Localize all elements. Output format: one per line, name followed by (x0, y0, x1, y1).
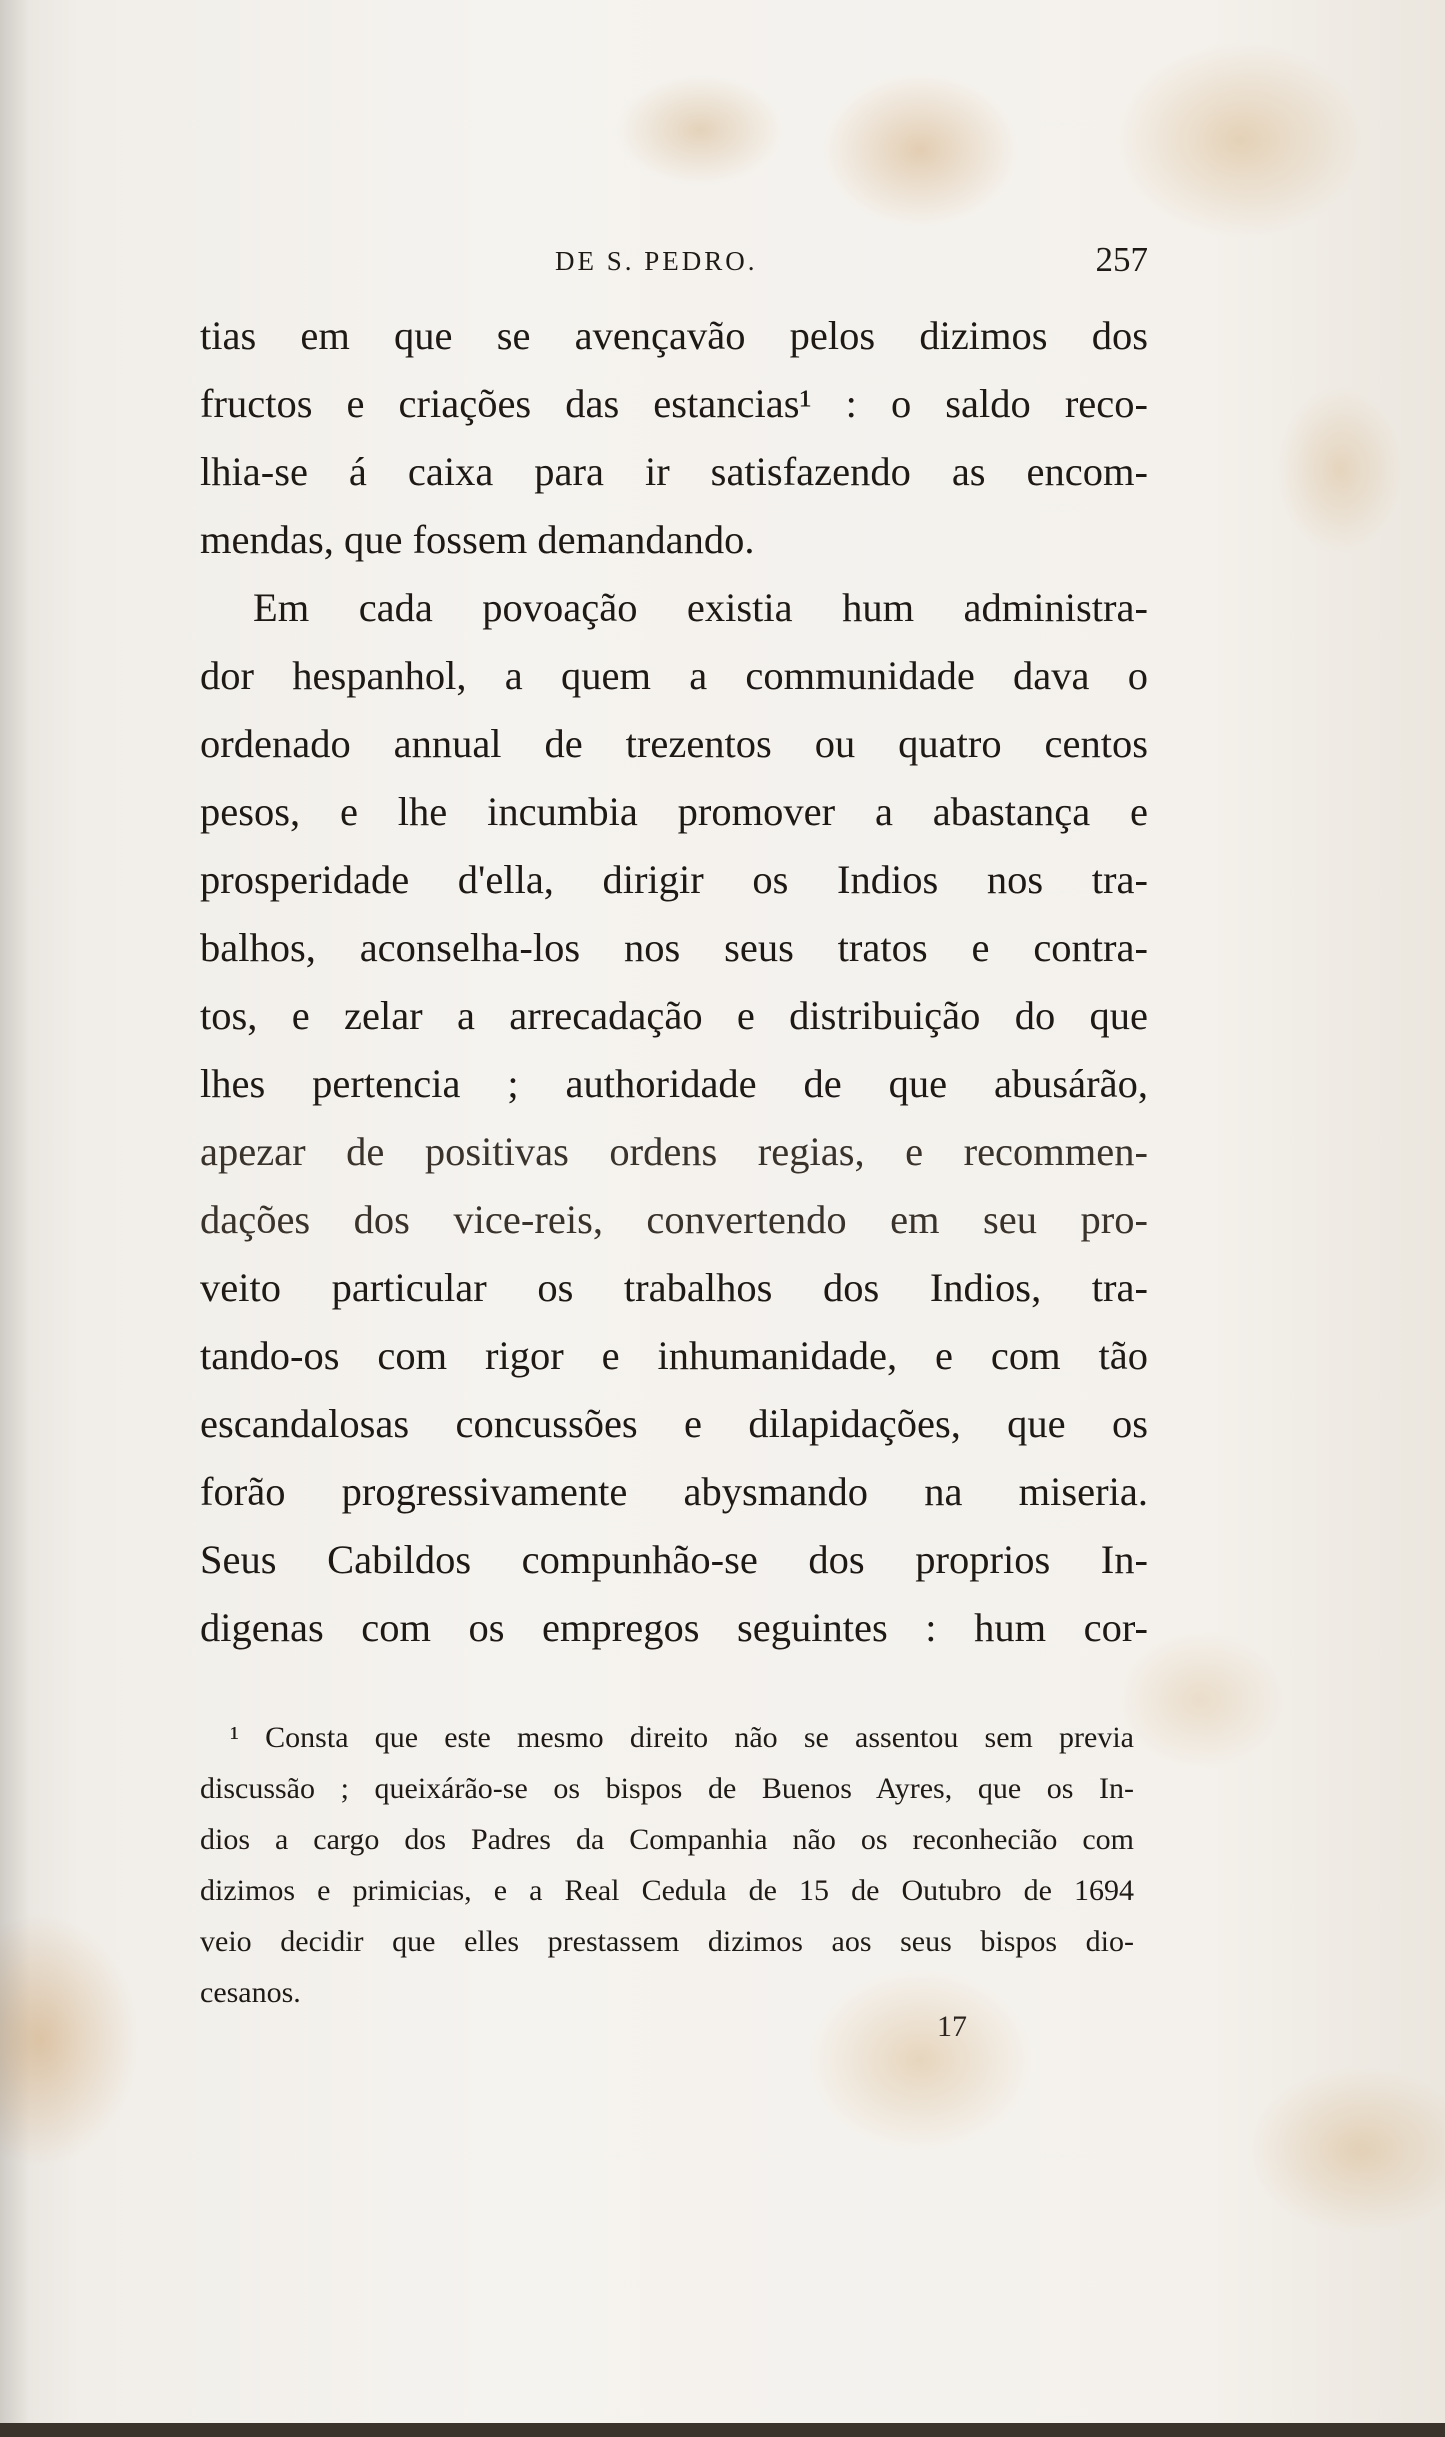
footnote-line: discussão ; queixárão-se os bispos de Buenos Ayres, que os In- (200, 1772, 1134, 1805)
body-line: pesos, e lhe incumbia promover a abastança e (200, 789, 1148, 834)
body-line: mendas, que fossem demandando. (200, 517, 755, 562)
footnote-line: dizimos e primicias, e a Real Cedula de 15 de Outubro de 1694 (200, 1874, 1134, 1907)
body-line: Seus Cabildos compunhão-se dos proprios In- (200, 1537, 1148, 1582)
body-line: forão progressivamente abysmando na miseria. (200, 1469, 1148, 1514)
running-head-title: DE S. PEDRO. (555, 246, 758, 276)
body-line: Em cada povoação existia hum administra- (253, 585, 1148, 630)
body-line: dações dos vice-reis, convertendo em seu pro- (200, 1197, 1148, 1242)
footnote-line: cesanos. (200, 1976, 301, 2009)
body-line: lhes pertencia ; authoridade de que abusárão, (200, 1061, 1148, 1106)
signature-mark: 17 (937, 2010, 967, 2043)
footnote-line: dios a cargo dos Padres da Companhia não os reconhecião com (200, 1823, 1134, 1856)
body-line: dor hespanhol, a quem a communidade dava o (200, 653, 1148, 698)
footnote-line: veio decidir que elles prestassem dizimos aos seus bispos dio- (200, 1925, 1134, 1958)
body-line: tos, e zelar a arrecadação e distribuição do que (200, 993, 1148, 1038)
body-line: ordenado annual de trezentos ou quatro centos (200, 721, 1148, 766)
footnote-line: ¹ Consta que este mesmo direito não se assentou sem previa (230, 1721, 1134, 1754)
body-text (200, 302, 1148, 1662)
body-line: escandalosas concussões e dilapidações, que os (200, 1401, 1148, 1446)
body-line: tando-os com rigor e inhumanidade, e com tão (200, 1333, 1148, 1378)
page-number: 257 (1095, 240, 1148, 279)
body-line: fructos e criações das estancias¹ : o saldo reco- (200, 381, 1148, 426)
body-line: veito particular os trabalhos dos Indios, tra- (200, 1265, 1148, 1310)
page-gutter-shadow (0, 0, 30, 2437)
body-line: digenas com os empregos seguintes : hum cor- (200, 1605, 1148, 1650)
body-line: apezar de positivas ordens regias, e recommen- (200, 1129, 1148, 1174)
body-line: tias em que se avençavão pelos dizimos dos (200, 313, 1148, 358)
footnote-block (200, 1712, 1134, 2018)
body-line: lhia-se á caixa para ir satisfazendo as encom- (200, 449, 1148, 494)
body-line: prosperidade d'ella, dirigir os Indios nos tra- (200, 857, 1148, 902)
body-line: balhos, aconselha-los nos seus tratos e contra- (200, 925, 1148, 970)
scan-bottom-edge (0, 2423, 1445, 2437)
running-head (200, 240, 1148, 284)
